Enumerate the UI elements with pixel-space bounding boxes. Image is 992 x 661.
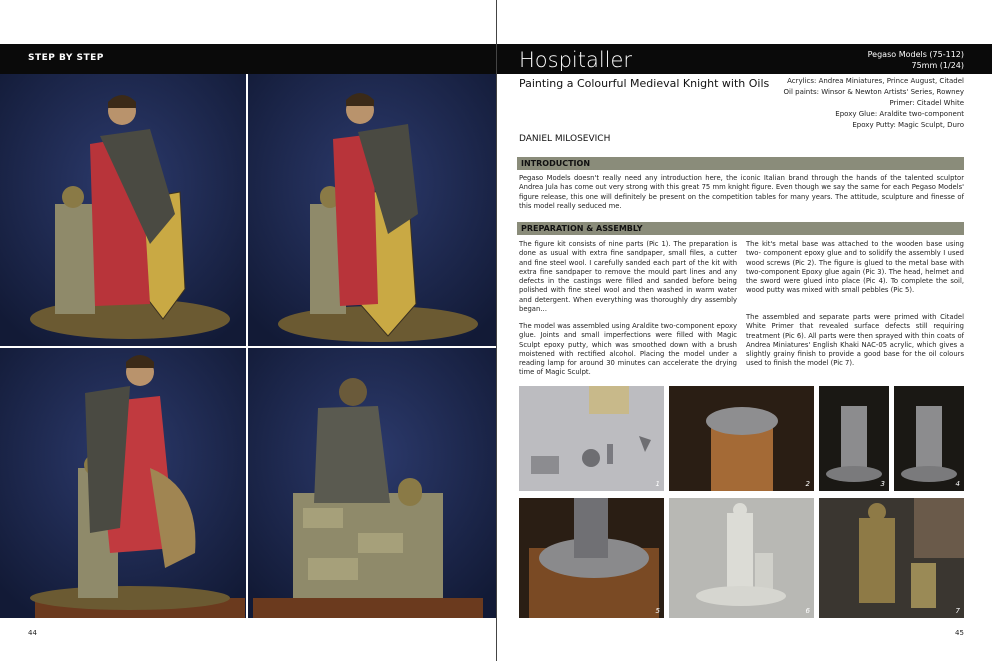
step-photo-4 — [894, 386, 964, 491]
step-photo-number: 2 — [805, 480, 810, 488]
step-photo-number: 5 — [655, 607, 660, 615]
material-line: Oil paints: Winsor & Newton Artists' Series, Rowney — [783, 88, 964, 96]
page-number-right: 45 — [955, 629, 964, 637]
step-photo-5 — [519, 498, 664, 618]
materials-list — [784, 76, 965, 131]
step-photo-number: 6 — [805, 607, 810, 615]
column1-paragraph2: The model was assembled using Araldite two-component epoxy glue. Joints and small imperfections were filled with Magic Sculpt epoxy putty, which was smoothed down with a brush moistened with rectified alcohol. Placing the model under a reading lamp for around 30 minutes can accelerate the drying time of Magic Sculpt. — [519, 322, 737, 377]
step-photo-6 — [669, 498, 814, 618]
product-info — [868, 49, 964, 71]
knight-photo-front — [0, 74, 246, 346]
material-line: Epoxy Glue: Araldite two-component — [835, 110, 964, 118]
section-label: STEP BY STEP — [28, 53, 104, 63]
product-code: Pegaso Models (75-112) — [867, 50, 964, 59]
knight-photo-back — [248, 348, 496, 618]
column1-paragraph1: The figure kit consists of nine parts (Pic 1). The preparation is done as usual with extra fine sandpaper, small files, a cutter and fine steel wool. I carefully sanded each part of the kit with extra fine sandpaper to remove the mould part lines and any defects in the castings were filled and sanded before being polished with fine steel wool and then washed in warm water and detergent. When everything was thoroughly dry assembly began… — [519, 240, 737, 314]
step-photo-7 — [819, 498, 964, 618]
knight-photo-side — [0, 348, 246, 618]
material-line: Epoxy Putty: Magic Sculpt, Duro — [852, 121, 964, 129]
step-photo-number: 4 — [955, 480, 960, 488]
column2-paragraph1: The kit's metal base was attached to the wooden base using two- component epoxy glue and to solidify the assembly I used wood screws (Pic 2). The figure is glued to the metal base with two-component Epoxy glue again (Pic 3). The head, helmet and the sword were glued into place (Pic 4). To complete the soil, wood putty was mixed with small pebbles (Pic 5). — [746, 240, 964, 295]
product-scale: 75mm (1/24) — [911, 61, 964, 70]
intro-paragraph: Pegaso Models doesn't really need any introduction here, the iconic Italian brand through the hands of the talented sculptor Andrea Jula has come out very strong with this great 75 mm knight figure. Even though we say the same for each Pegaso Models' figure release, this one will definitely be present on the competition tables for many years. The attitude, sculpture and finesse of this model really seduced me. — [519, 174, 964, 210]
step-photo-number: 1 — [655, 480, 660, 488]
step-photo-number: 7 — [955, 607, 960, 615]
step-photo-1 — [519, 386, 664, 491]
column2-paragraph2: The assembled and separate parts were primed with Citadel White Primer that revealed surface defects still requiring treatment (Pic 6). All parts were then sprayed with thin coats of Andrea Miniatures' English Khaki NAC-05 acrylic, which gives a slightly grainy finish to provide a good base for the oil colours used to finish the model (Pic 7). — [746, 313, 964, 368]
section-heading-introduction: INTRODUCTION — [517, 157, 964, 170]
material-line: Primer: Citadel White — [889, 99, 964, 107]
page-number-left: 44 — [28, 629, 37, 637]
material-line: Acrylics: Andrea Miniatures, Prince August, Citadel — [787, 77, 964, 85]
knight-photo-three-quarter — [248, 74, 496, 346]
step-photo-3 — [819, 386, 889, 491]
page-spine — [496, 0, 497, 661]
section-heading-preparation: PREPARATION & ASSEMBLY — [517, 222, 964, 235]
step-photo-number: 3 — [880, 480, 885, 488]
article-subtitle: Painting a Colourful Medieval Knight with Oils — [519, 77, 770, 90]
author-name: DANIEL MILOSEVICH — [519, 134, 611, 144]
step-photo-2 — [669, 386, 814, 491]
article-title: Hospitaller — [519, 48, 633, 72]
